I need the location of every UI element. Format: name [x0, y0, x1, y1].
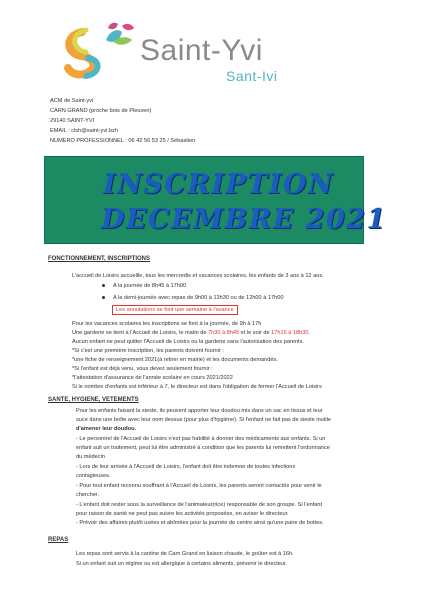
paragraph-line: *Si l'enfant est déjà venu, vous devez seulement fournir :	[72, 366, 213, 372]
schedule-bullet	[102, 294, 283, 302]
paragraph-line: Si un enfant suit un régime ou est allergique à certains aliments, prévenir le directeur.	[76, 561, 288, 567]
saint-yvi-logo	[62, 22, 142, 84]
paragraph-line: - Prévoir des affaires plutôt usées et abîmées pour la journée de centre ainsi qu'une paire de bottes.	[76, 520, 324, 526]
bullet-text: A la journée de 8h45 à 17h00	[113, 283, 187, 289]
paragraph-line: chercher.	[76, 492, 100, 498]
address-line: ACM de Saint-yvi	[50, 98, 94, 104]
brand-name: Saint-Yvi	[140, 34, 263, 67]
paragraph-line: Les repas sont servis à la cantine de Carn Grand en liaison chaude, le goûter est à 16h.	[76, 551, 294, 557]
paragraph-line: *l'attestation d'assurance de l'année scolaire en cours 2021/2022	[72, 375, 233, 381]
bullet-dot	[102, 296, 105, 299]
paragraph-line: pour raison de santé ne peut pas suivre les activités proposées, en aviser le directeur.	[76, 511, 289, 517]
paragraph-line: *Si c'est une première inscription, les parents doivent fournir :	[72, 348, 224, 354]
paragraph-line: Si le nombre d'enfants est inférieur à 7, le directeur est dans l'obligation de fermer l'Accueil de Loisirs	[72, 384, 322, 390]
section-heading-repas: REPAS	[48, 537, 69, 543]
address-line: 29140 SAINT-YVI	[50, 118, 95, 124]
garderie-evening-hours: 17h15 à 18h30	[271, 330, 309, 336]
address-phone: NUMERO PROFESSIONNEL : 06 42 56 53 25 / Sébastien	[50, 138, 196, 144]
address-email: EMAIL : clsh@saint-yvi.bzh	[50, 128, 118, 134]
paragraph-line: - Pour tout enfant reconnu souffrant à l'Accueil de Loisirs, les parents seront contactés pour venir le	[76, 483, 322, 489]
paragraph-line: Pour les enfants faisant la sieste, ils peuvent apporter leur doudou mis dans un sac en tissus et leur	[76, 408, 323, 414]
section-heading-fonctionnement: FONCTIONNEMENT, INSCRIPTIONS	[48, 256, 151, 262]
paragraph-line: enfant suit un traitement, peut lui être administré à condition que les parents lui remettent l'ordonnance	[76, 445, 330, 451]
paragraph-line: *une fiche de renseignement 2021(à retirer en mairie) et les documents demandés.	[72, 357, 278, 363]
garderie-text: Une garderie se tient à l'Accueil de Loisirs, le matin de	[72, 330, 209, 336]
paragraph-line: d'amener leur doudou.	[76, 426, 137, 432]
bullet-text: A la demi-journée avec repas de 9h00 à 13h30 ou de 12h00 à 17h00	[113, 295, 284, 301]
section-heading-sante: SANTE, HYGIENE, VETEMENTS	[48, 397, 139, 403]
garderie-text: et le soir de	[239, 330, 272, 336]
address-block	[50, 96, 195, 146]
address-line: CARN GRAND (proche bois de Pleuven)	[50, 108, 152, 114]
banner-month: DECEMBRE 2021	[101, 204, 387, 235]
paragraph-line: Pour les vacances scolaires les inscriptions se font à la journée, de 9h à 17h	[72, 321, 262, 327]
garderie-morning-hours: 7h30 à 8h45	[208, 330, 240, 336]
paragraph-line: - L'enfant doit rester sous la surveillance de l'animateur(rice) responsable de son groupe. Si l'enfant	[76, 502, 323, 508]
schedule-bullet	[102, 282, 186, 290]
cancellation-notice: Les annulations se font une semaine à l'avance	[112, 305, 238, 315]
garderie-text: .	[308, 330, 311, 336]
intro-text: L'accueil de Loisirs accueille, tous les mercredis et vacances scolaires, les enfants de 3 ans à 12 ans.	[72, 273, 324, 279]
paragraph-line: - Lors de leur arrivée à l'Accueil de Loisirs, l'enfant doit être indemne de toutes infections	[76, 464, 296, 470]
paragraph-line: du médecin	[76, 454, 105, 460]
bullet-dot	[102, 284, 105, 287]
banner-title: INSCRIPTION	[103, 169, 335, 200]
garderie-line	[72, 329, 310, 337]
paragraph-line: suce dans une boîte avec leur nom dessus (pour plus d'hygiène). Si l'enfant ne fait pas de sieste inutile	[76, 417, 331, 423]
brand-subtitle: Sant-Ivi	[226, 68, 278, 84]
inscription-banner	[44, 156, 387, 244]
paragraph-line: - Le personnel de l'Accueil de Loisirs n'est pas habilité à donner des médicaments aux enfants. Si un	[76, 436, 326, 442]
paragraph-line: contagieuses.	[76, 473, 111, 479]
paragraph-line: Aucun enfant ne peut quitter l'Accueil de Loisirs ou la garderie sans l'autorisation des parents.	[72, 339, 304, 345]
